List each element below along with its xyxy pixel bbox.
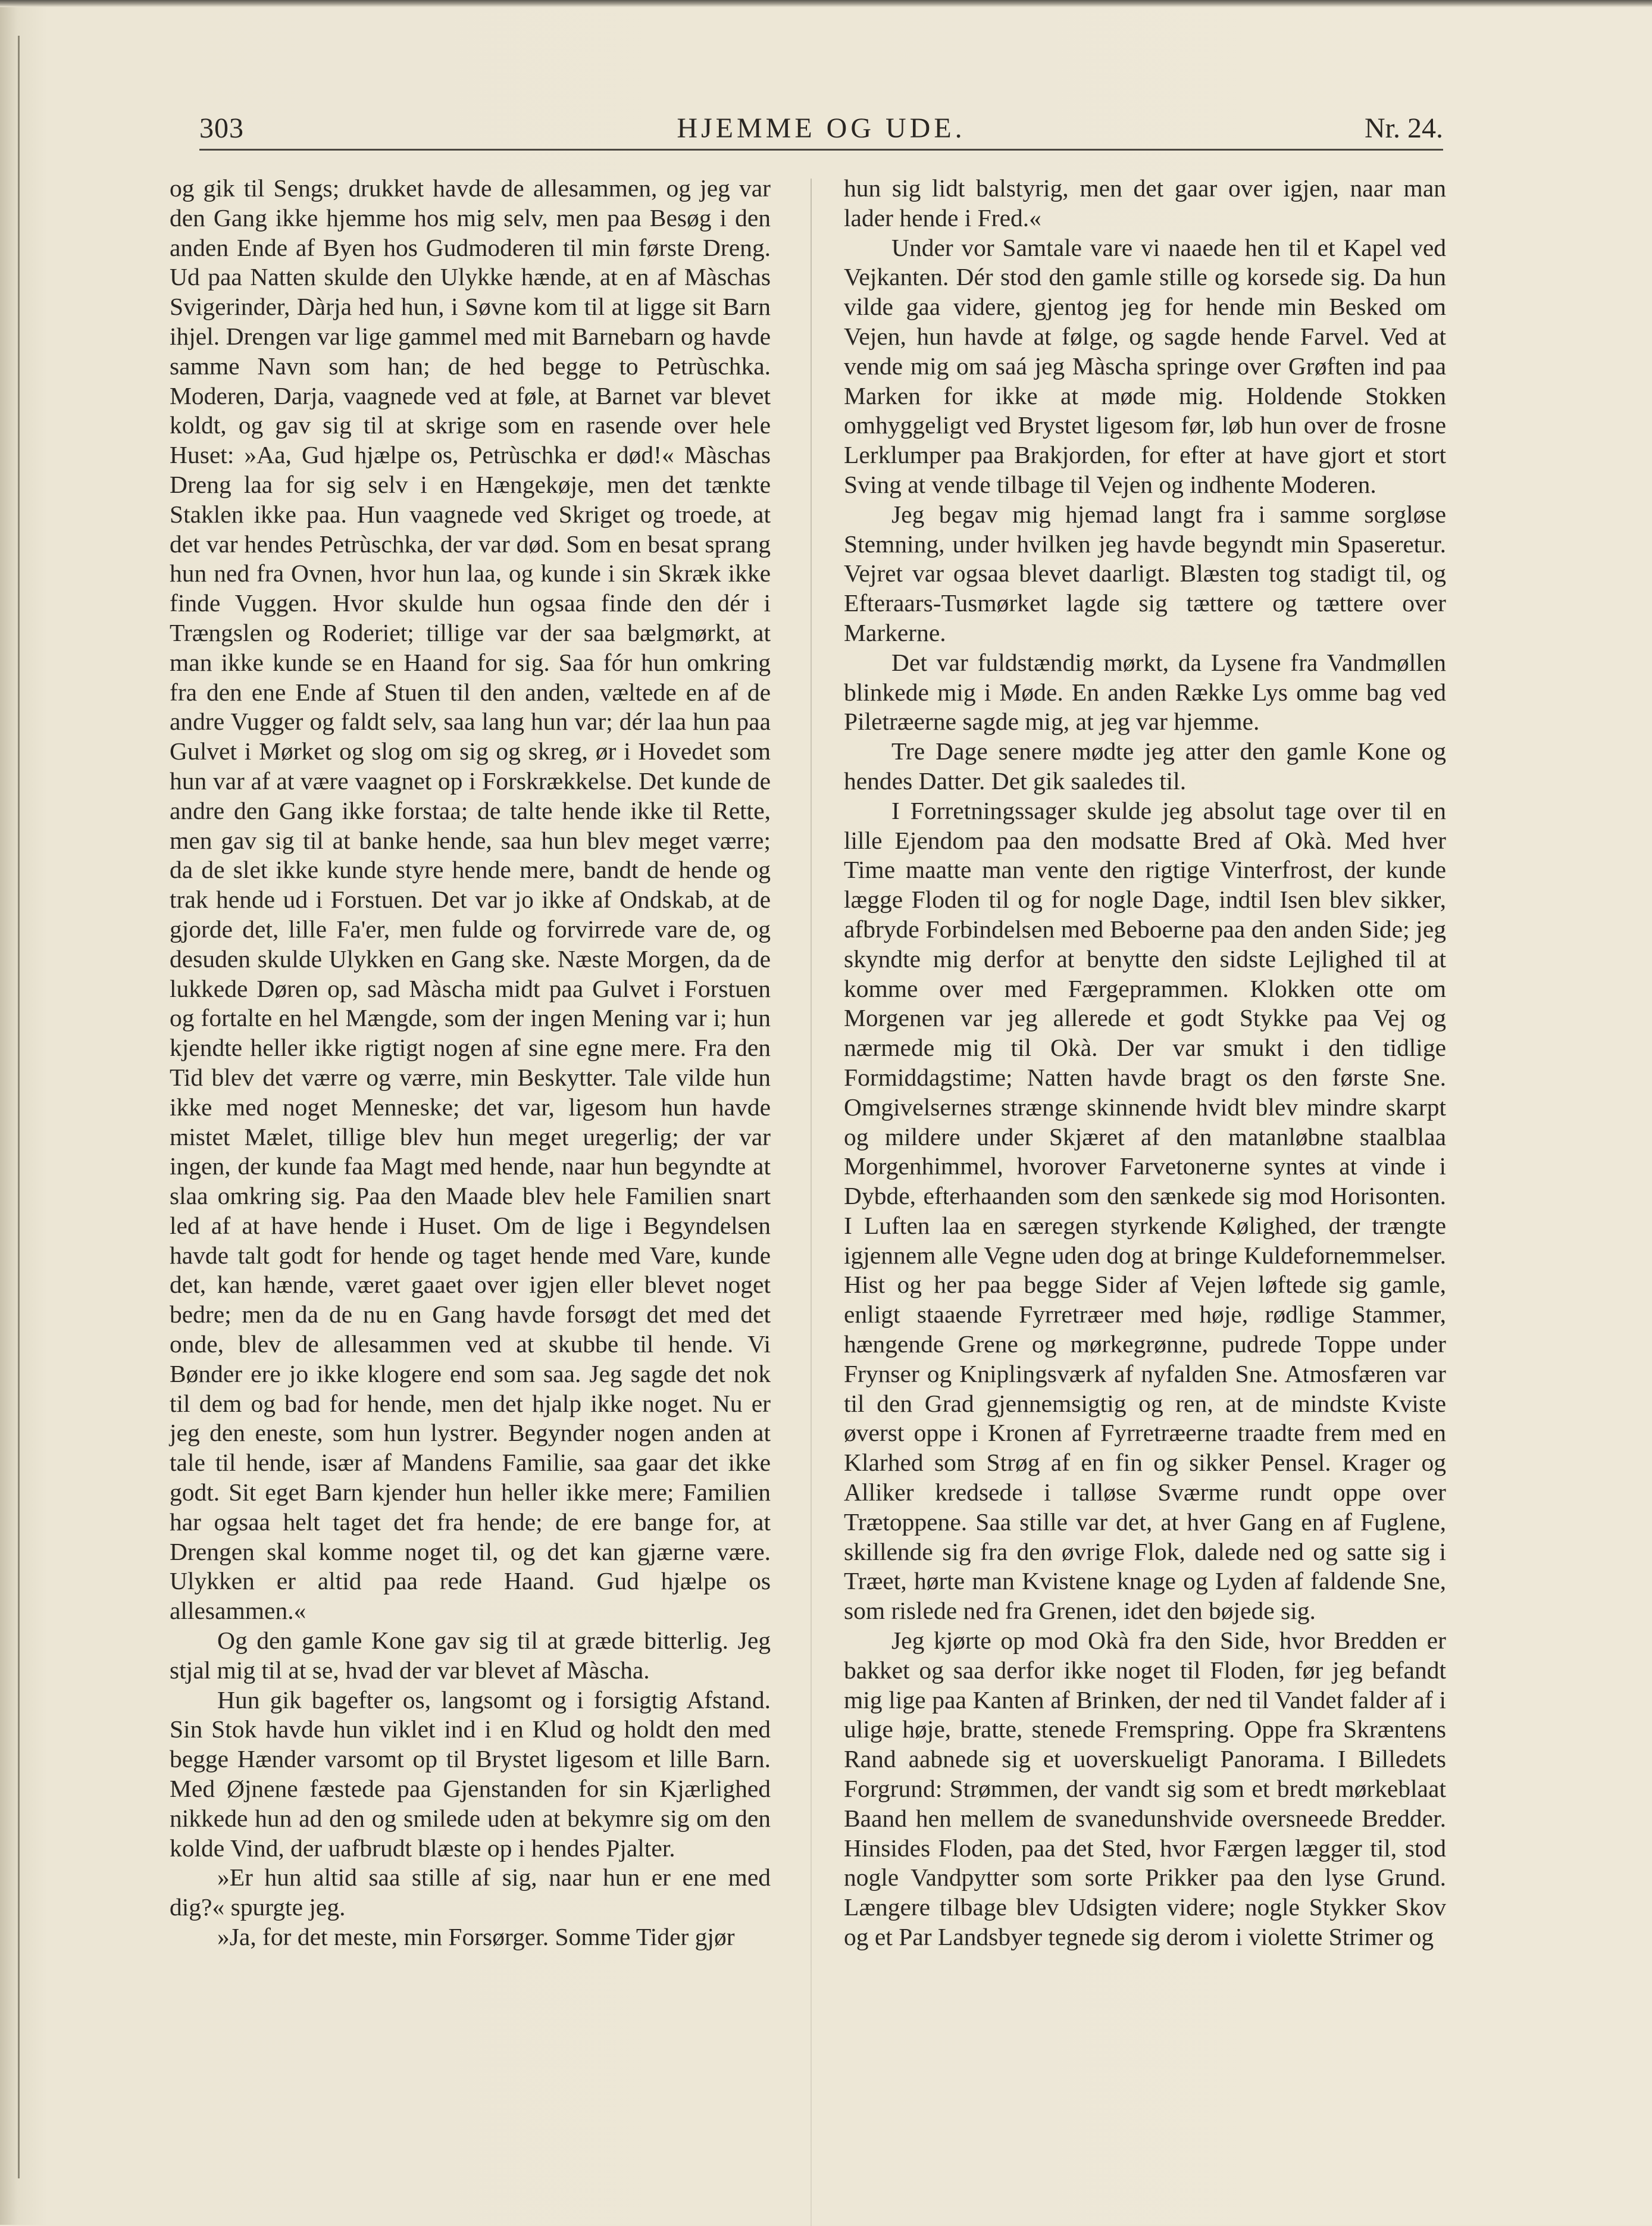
left-column [170, 174, 771, 1952]
paragraph: Hun gik bagefter os, langsomt og i forsigtig Afstand. Sin Stok havde hun viklet ind i en Klud og holdt den med begge Hænder varsomt op til Brystet ligesom et lille Barn. Med Øjnene fæstede paa Gjenstanden for sin Kjærlighed nikkede hun ad den og smilede uden at bekymre sig om den kolde Vind, der uafbrudt blæste op i hendes Pjalter. [170, 1686, 771, 1862]
column-divider [811, 179, 812, 2226]
paragraph: Jeg begav mig hjemad langt fra i samme sorgløse Stemning, under hvilken jeg havde begyndt min Spaseretur. Vejret var ogsaa blevet daarligt. Blæsten tog stadigt til, og Efteraars-Tusmørket lagde sig tættere og tættere over Markerne. [844, 500, 1446, 646]
running-title: HJEMME OG UDE. [677, 112, 966, 144]
paragraph: hun sig lidt balstyrig, men det gaar over igjen, naar man lader hende i Fred.« [844, 174, 1446, 232]
paragraph: Og den gamle Kone gav sig til at græde bitterlig. Jeg stjal mig til at se, hvad der var blevet af Màscha. [170, 1627, 771, 1684]
binding-edge [18, 36, 20, 2178]
paragraph: Under vor Samtale vare vi naaede hen til et Kapel ved Vejkanten. Dér stod den gamle stille og korsede sig. Da hun vilde gaa videre, gjentog jeg for hende min Besked om Vejen, hun havde at følge, og sagde hende Farvel. Ved at vende mig om saá jeg Màscha springe over Grøften ind paa Marken for ikke at møde mig. Holdende Stokken omhyggeligt ved Brystet ligesom før, løb hun over de frosne Lerklumper paa Brakjorden, for efter at have gjort et stort Sving at vende tilbage til Vejen og indhente Moderen. [844, 233, 1446, 498]
paragraph: Jeg kjørte op mod Okà fra den Side, hvor Bredden er bakket og saa derfor ikke noget til Floden, før jeg befandt mig lige paa Kanten af Brinken, der ned til Vandet falder af i ulige høje, bratte, stenede Fremspring. Oppe fra Skræntens Rand aabnede sig et uoverskueligt Panorama. I Billedets Forgrund: Strømmen, der vandt sig som et bredt mørkeblaat Baand hen mellem de svanedunshvide oversneede Bredder. Hinsides Floden, paa det Sted, hvor Færgen lægger til, stod nogle Vandpytter som sorte Prikker paa den lyse Grund. Længere tilbage blev Udsigten videre; nogle Stykker Skov og et Par Landsbyer tegnede sig derom i violette Strimer og [844, 1627, 1446, 1951]
header-rule [199, 149, 1443, 151]
paragraph: og gik til Sengs; drukket havde de allesammen, og jeg var den Gang ikke hjemme hos mig selv, men paa Besøg i den anden Ende af Byen hos Gudmoderen til min første Dreng. Ud paa Natten skulde den Ulykke hænde, at en af Màschas Svigerinder, Dàrja hed hun, i Søvne kom til at ligge sit Barn ihjel. Drengen var lige gammel med mit Barnebarn og havde samme Navn som han; de hed begge to Petrùschka. Moderen, Darja, vaagnede ved at føle, at Barnet var blevet koldt, og gav sig til at skrige som en rasende over hele Huset: »Aa, Gud hjælpe os, Petrùschka er død!« Màschas Dreng laa for sig selv i en Hængekøje, men det tænkte Staklen ikke paa. Hun vaagnede ved Skriget og troede, at det var hendes Petrùschka, der var død. Som en besat sprang hun ned fra Ovnen, hvor hun laa, og kunde i sin Skræk ikke finde Vuggen. Hvor skulde hun ogsaa finde den dér i Trængslen og Roderiet; tillige var der saa bælgmørkt, at man ikke kunde se en Haand for sig. Saa fór hun omkring fra den ene Ende af Stuen til den anden, væltede en af de andre Vugger og faldt selv, saa lang hun var; dér laa hun paa Gulvet i Mørket og slog om sig og skreg, ør i Hovedet som hun var af at være vaagnet op i Forskrækkelse. Det kunde de andre den Gang ikke forstaa; de talte hende ikke til Rette, men gav sig til at banke hende, saa hun blev meget værre; da de slet ikke kunde styre hende mere, bandt de hende og trak hende ud i Forstuen. Det var jo ikke af Ondskab, at de gjorde det, lille Fa'er, men fulde og forvirrede vare de, og desuden skulde Ulykken en Gang ske. Næste Morgen, da de lukkede Døren op, sad Màscha midt paa Gulvet i Forstuen og fortalte en hel Mængde, som der ingen Mening var i; hun kjendte heller ikke rigtigt nogen af sine egne mere. Fra den Tid blev det værre og værre, min Beskytter. Tale vilde hun ikke med noget Menneske; det var, ligesom hun havde mistet Mælet, tillige blev hun meget uregerlig; der var ingen, der kunde faa Magt med hende, naar hun begyndte at slaa omkring sig. Paa den Maade blev hele Familien snart led af at have hende i Huset. Om de lige i Begyndelsen havde talt godt for hende og taget hende med Vare, kunde det, kan hænde, været gaaet over igjen eller blevet noget bedre; men da de nu en Gang havde forsøgt det med det onde, blev de allesammen ved at skubbe til hende. Vi Bønder ere jo ikke klogere end som saa. Jeg sagde det nok til dem og bad for hende, men det hjalp ikke noget. Nu er jeg den eneste, som hun lystrer. Begynder nogen anden at tale til hende, især af Mandens Familie, saa gaar det ikke godt. Sit eget Barn kjender hun heller ikke mere; Familien har ogsaa helt taget det fra hende; de ere bange for, at Drengen skal komme noget til, og det kan gjærne være. Ulykken er altid paa rede Haand. Gud hjælpe os allesammen.« [170, 174, 771, 1625]
paragraph: »Er hun altid saa stille af sig, naar hun er ene med dig?« spurgte jeg. [170, 1864, 771, 1921]
paragraph: I Forretningssager skulde jeg absolut tage over til en lille Ejendom paa den modsatte Bred af Okà. Med hver Time maatte man vente den rigtige Vinterfrost, der kunde lægge Floden til og for nogle Dage, indtil Isen blev sikker, afbryde Forbindelsen med Beboerne paa den anden Side; jeg skyndte mig derfor at benytte den sidste Lejlighed til at komme over med Færgeprammen. Klokken otte om Morgenen var jeg allerede et godt Stykke paa Vej og nærmede mig til Okà. Der var smukt i den tidlige Formiddagstime; Natten havde bragt os den første Sne. Omgivelsernes strænge skinnende hvidt blev mindre skarpt og mildere under Skjæret af den matanløbne staalblaa Morgenhimmel, hvorover Farvetonerne syntes at vinde i Dybde, efterhaanden som den sænkede sig mod Horisonten. I Luften laa en særegen styrkende Kølighed, der trængte igjennem alle Vegne uden dog at bringe Kuldefornemmelser. Hist og her paa begge Sider af Vejen løftede sig gamle, enligt staaende Fyrretræer med høje, rødlige Stammer, hængende Grene og mørkegrønne, pudrede Toppe under Frynser og Kniplingsværk af nyfalden Sne. Atmosfæren var til den Grad gjennemsigtig og ren, at de mindste Kviste øverst oppe i Kronen af Fyrretræerne traadte frem med en Klarhed som Strøg af en fin og sikker Pensel. Krager og Alliker kredsede i talløse Sværme rundt oppe over Trætoppene. Saa stille var det, at hver Gang en af Fuglene, skillende sig fra den øvrige Flok, dalede ned og satte sig i Træet, hørte man Kvistene knage og Lyden af faldende Sne, som rislede ned fra Grenen, idet den bøjede sig. [844, 796, 1446, 1625]
right-column [844, 174, 1446, 1952]
page-header [199, 106, 1443, 148]
issue-number: Nr. 24. [1365, 112, 1443, 144]
paragraph: Det var fuldstændig mørkt, da Lysene fra Vandmøllen blinkede mig i Møde. En anden Række Lys omme bag ved Piletræerne sagde mig, at jeg var hjemme. [844, 648, 1446, 736]
page-top-edge [0, 0, 1652, 7]
paragraph: »Ja, for det meste, min Forsørger. Somme Tider gjør [217, 1923, 735, 1951]
paragraph: Tre Dage senere mødte jeg atter den gamle Kone og hendes Datter. Det gik saaledes til. [844, 737, 1446, 795]
page-number: 303 [199, 112, 244, 144]
